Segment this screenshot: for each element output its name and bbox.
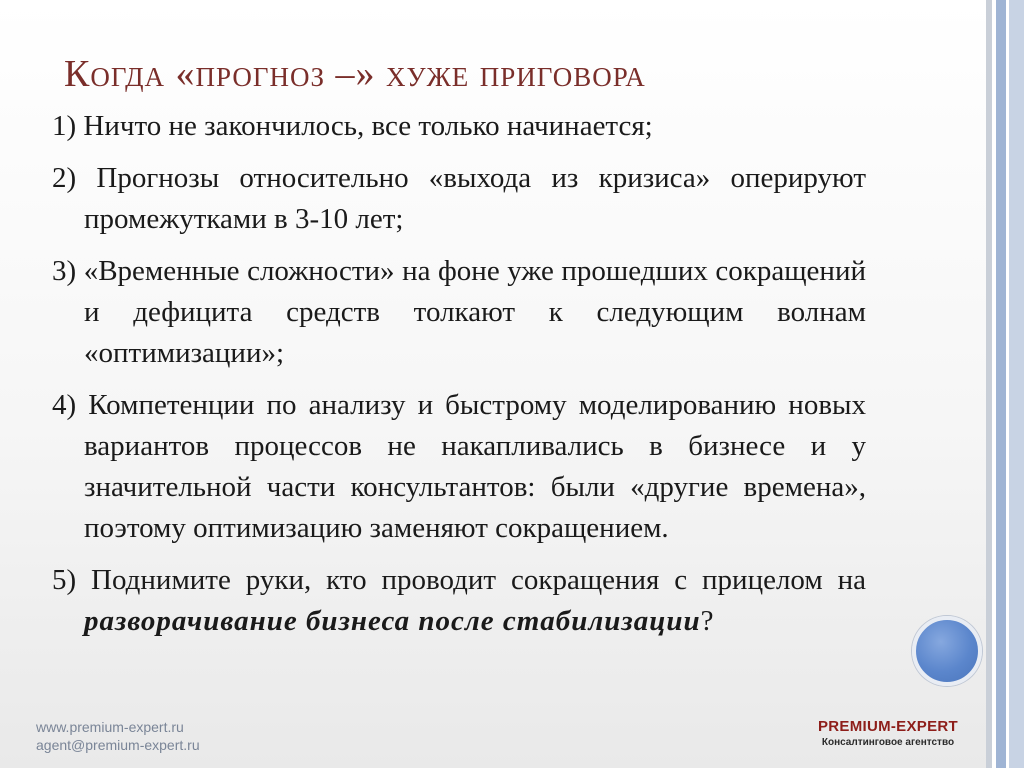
emphasized-phrase: разворачивание бизнеса после стабилизации [84, 605, 701, 637]
brand-logo [818, 718, 958, 748]
brand-name: PREMIUM-EXPERT [817, 718, 958, 735]
bullet-list [52, 106, 866, 653]
stripe [996, 0, 1006, 768]
list-item-text: ? [700, 605, 714, 637]
list-item: 4) Компетенции по анализу и быстрому моделированию новых вариантов процессов не накапливались в бизнесе и у значительной части консультантов: были «другие времена», поэтому оптимизацию заменяют сокращением. [52, 389, 866, 544]
list-item-text: 5) Поднимите руки, кто проводит сокращения с прицелом на [52, 564, 866, 596]
list-item: 1) Ничто не закончилось, все только начинается; [52, 110, 653, 142]
website-link[interactable]: www.premium-expert.ru [36, 719, 184, 735]
email-link[interactable]: agent@premium-expert.ru [36, 737, 200, 753]
list-item: 2) Прогнозы относительно «выхода из кризиса» оперируют промежутками в 3-10 лет; [52, 162, 866, 235]
slide-title: Когда «прогноз –» хуже приговора [64, 53, 646, 95]
footer-contacts [36, 718, 200, 754]
brand-tagline: Консалтинговое агентство [821, 737, 955, 748]
list-item: 3) «Временные сложности» на фоне уже прошедших сокращений и дефицита средств толкают к следующим волнам «оптимизации»; [52, 255, 866, 369]
list-item [52, 560, 866, 642]
stripe [1009, 0, 1024, 768]
decorative-circle-icon [912, 616, 982, 686]
